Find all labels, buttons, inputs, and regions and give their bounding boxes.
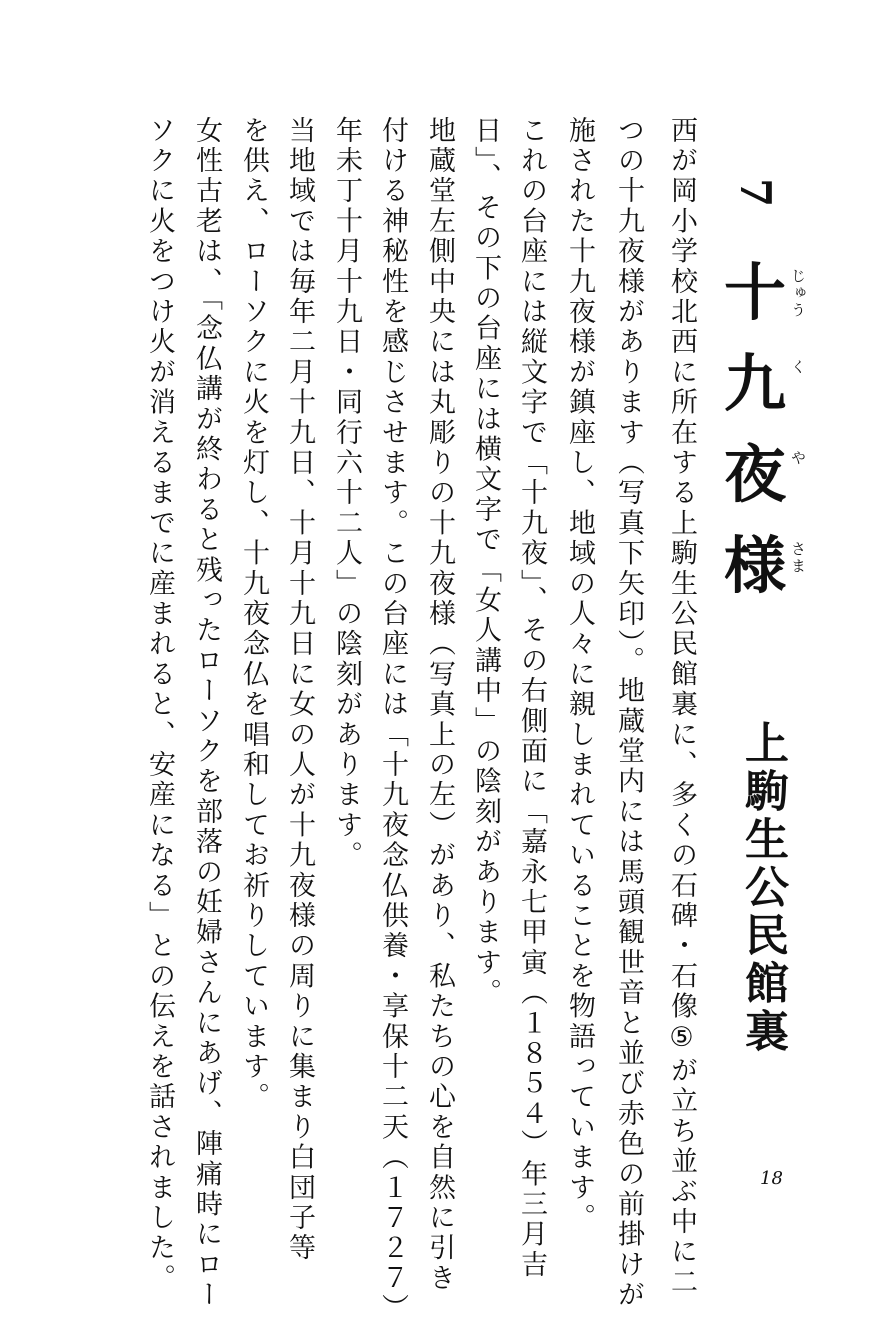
title-kanji: 九: [724, 347, 787, 420]
body-line: ソクに火をつけ火が消えるまでに産まれると、安産になる」との伝えを話されました。: [144, 116, 175, 1294]
body-line: 西が岡小学校北西に所在する上駒生公民館裏に、多くの石碑・石像⑤が立ち並ぶ中に二: [666, 116, 697, 1298]
title-kanji: 夜: [724, 438, 787, 511]
body-line: を供え、ローソクに火を灯し、十九夜念仏を唱和してお祈りしています。: [238, 116, 269, 1113]
place-name: 上駒生公民館裏: [737, 720, 788, 1056]
title-char: [724, 438, 824, 535]
body-line: 施された十九夜様が鎮座し、地域の人々に親しまれていることを物語っています。: [564, 116, 595, 1234]
body-line: 当地域では毎年二月十九日、十月十九日に女の人が十九夜様の周りに集まり白団子等: [284, 116, 315, 1264]
body-line: 日」、その下の台座には横文字で「女人講中」の陰刻があります。: [470, 116, 501, 1009]
title-ruby: く: [789, 359, 807, 376]
chapter-title: [724, 256, 824, 626]
title-ruby: さま: [789, 541, 807, 575]
title-kanji: 様: [724, 529, 787, 602]
chapter-number: 7: [731, 178, 780, 208]
title-ruby: じゅう: [789, 268, 807, 319]
body-line: これの台座には縦文字で「十九夜」、その右側面に「嘉永七甲寅（１８５４）年三月吉: [516, 116, 547, 1281]
title-kanji: 十: [724, 256, 787, 329]
page-number: 18: [760, 1168, 783, 1189]
body-line: 付ける神秘性を感じさせます。この台座には「十九夜念仏供養・享保十二天（１７２７）: [377, 116, 408, 1324]
title-char: [724, 256, 824, 353]
body-line: 地蔵堂左側中央には丸彫りの十九夜様（写真上の左）があり、私たちの心を自然に引き: [424, 116, 455, 1294]
body-line: 年未丁十月十九日・同行六十二人」の陰刻があります。: [331, 116, 362, 871]
body-line: つの十九夜様があります（写真下矢印）。地蔵堂内には馬頭観世音と並び赤色の前掛けが: [613, 116, 644, 1311]
title-char: [724, 529, 824, 626]
title-char: [724, 347, 824, 444]
body-line: 女性古老は、「念仏講が終わると残ったローソクを部落の妊婦さんにあげ、陣痛時にロー: [191, 116, 222, 1311]
title-ruby: や: [789, 450, 807, 467]
